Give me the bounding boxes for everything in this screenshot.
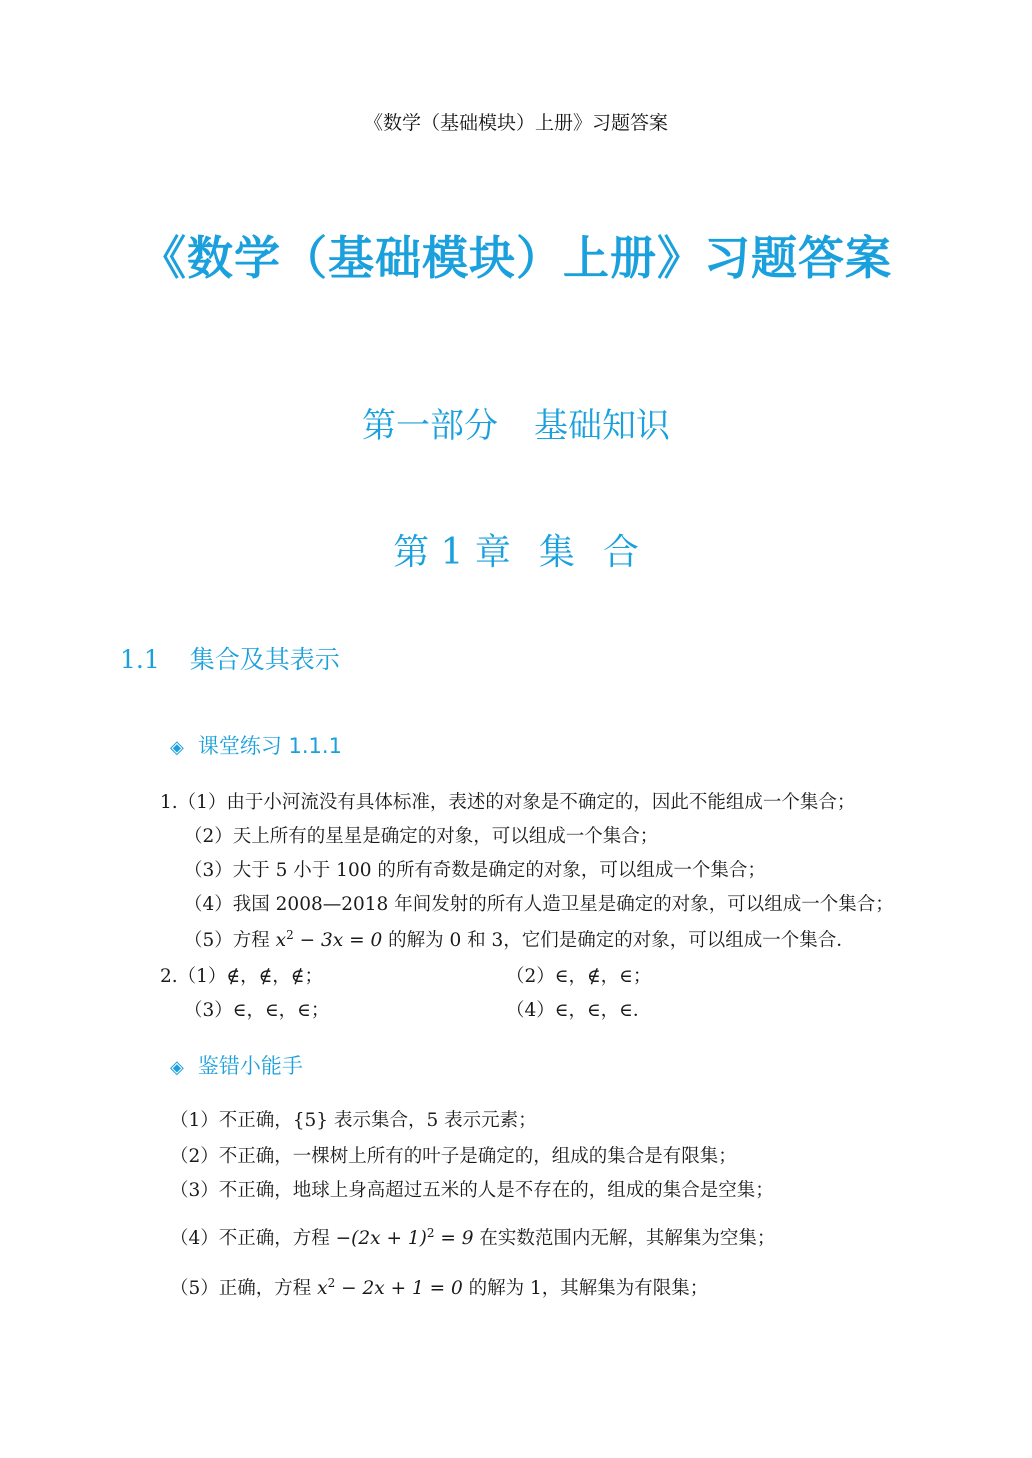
section-title [120,640,340,676]
part-title [0,398,1032,447]
practice-line-5-suffix: 的解为 0 和 3，它们是确定的对象，可以组成一个集合． [382,930,855,951]
part-label: 第一部分 [362,406,498,446]
practice-line-5-prefix: （5）方程 [184,930,276,951]
diamond-icon: ◈ [170,1057,184,1078]
equation-term: −(2x + 1) [335,1228,427,1249]
equation-rest: − 2x + 1 = 0 [335,1278,463,1299]
error-line-2: （2）不正确，一棵树上所有的叶子是确定的，组成的集合是有限集； [170,1146,737,1167]
running-header: 《数学（基础模块）上册》习题答案 [363,112,668,134]
equation-term: x [275,930,287,951]
equation-term: x [317,1278,328,1299]
chapter-label: 第 1 章 [393,532,511,573]
equation-rest: − 3x = 0 [293,930,383,951]
error-line-1: （1）不正确，{5} 表示集合，5 表示元素； [170,1110,537,1131]
section-number: 1.1 [120,645,160,674]
equation [335,1225,474,1249]
error-line-4 [170,1224,775,1250]
chapter-title [0,524,1032,575]
q2-answer-3: （3）∈，∈，∈； [184,1000,330,1021]
error-check-subhead [170,1050,303,1080]
q2-answer-1: 2.（1）∉，∉，∉； [160,966,324,987]
error-line-3: （3）不正确，地球上身高超过五米的人是不存在的，组成的集合是空集； [170,1180,774,1201]
error-line-5-suffix: 的解为 1，其解集为有限集； [462,1278,709,1299]
practice-line-4: （4）我国 2008—2018 年间发射的所有人造卫星是确定的对象，可以组成一个集合； [184,894,894,915]
practice-line-2: （2）天上所有的星星是确定的对象，可以组成一个集合； [184,826,659,847]
q2-answer-2: （2）∈，∉，∈； [506,966,652,987]
practice-subhead-label: 课堂练习 1.1.1 [197,734,342,758]
section-name: 集合及其表示 [189,645,340,674]
error-line-5-prefix: （5）正确，方程 [170,1278,318,1299]
part-name: 基础知识 [534,406,670,446]
equation-exponent: 2 [286,927,294,942]
practice-line-5 [184,926,855,952]
equation-exponent: 2 [327,1275,336,1290]
error-line-4-suffix: 在实数范围内无解，其解集为空集； [473,1228,776,1249]
q2-answer-4: （4）∈，∈，∈． [506,1000,652,1021]
equation-exponent: 2 [426,1225,435,1240]
diamond-icon: ◈ [170,737,184,758]
document-title: 《数学（基础模块）上册》习题答案 [140,231,892,285]
equation [275,927,383,951]
error-line-4-prefix: （4）不正确，方程 [170,1228,336,1249]
error-check-subhead-label: 鉴错小能手 [197,1054,303,1078]
practice-line-1: 1.（1）由于小河流没有具体标准，表述的对象是不确定的，因此不能组成一个集合； [160,792,856,813]
equation [317,1275,463,1299]
equation-rest: = 9 [434,1228,474,1249]
chapter-name-2: 合 [602,532,639,573]
practice-subhead [170,730,342,760]
practice-line-3: （3）大于 5 小于 100 的所有奇数是确定的对象，可以组成一个集合； [184,860,766,881]
error-line-5 [170,1274,708,1300]
chapter-name-1: 集 [538,532,575,573]
